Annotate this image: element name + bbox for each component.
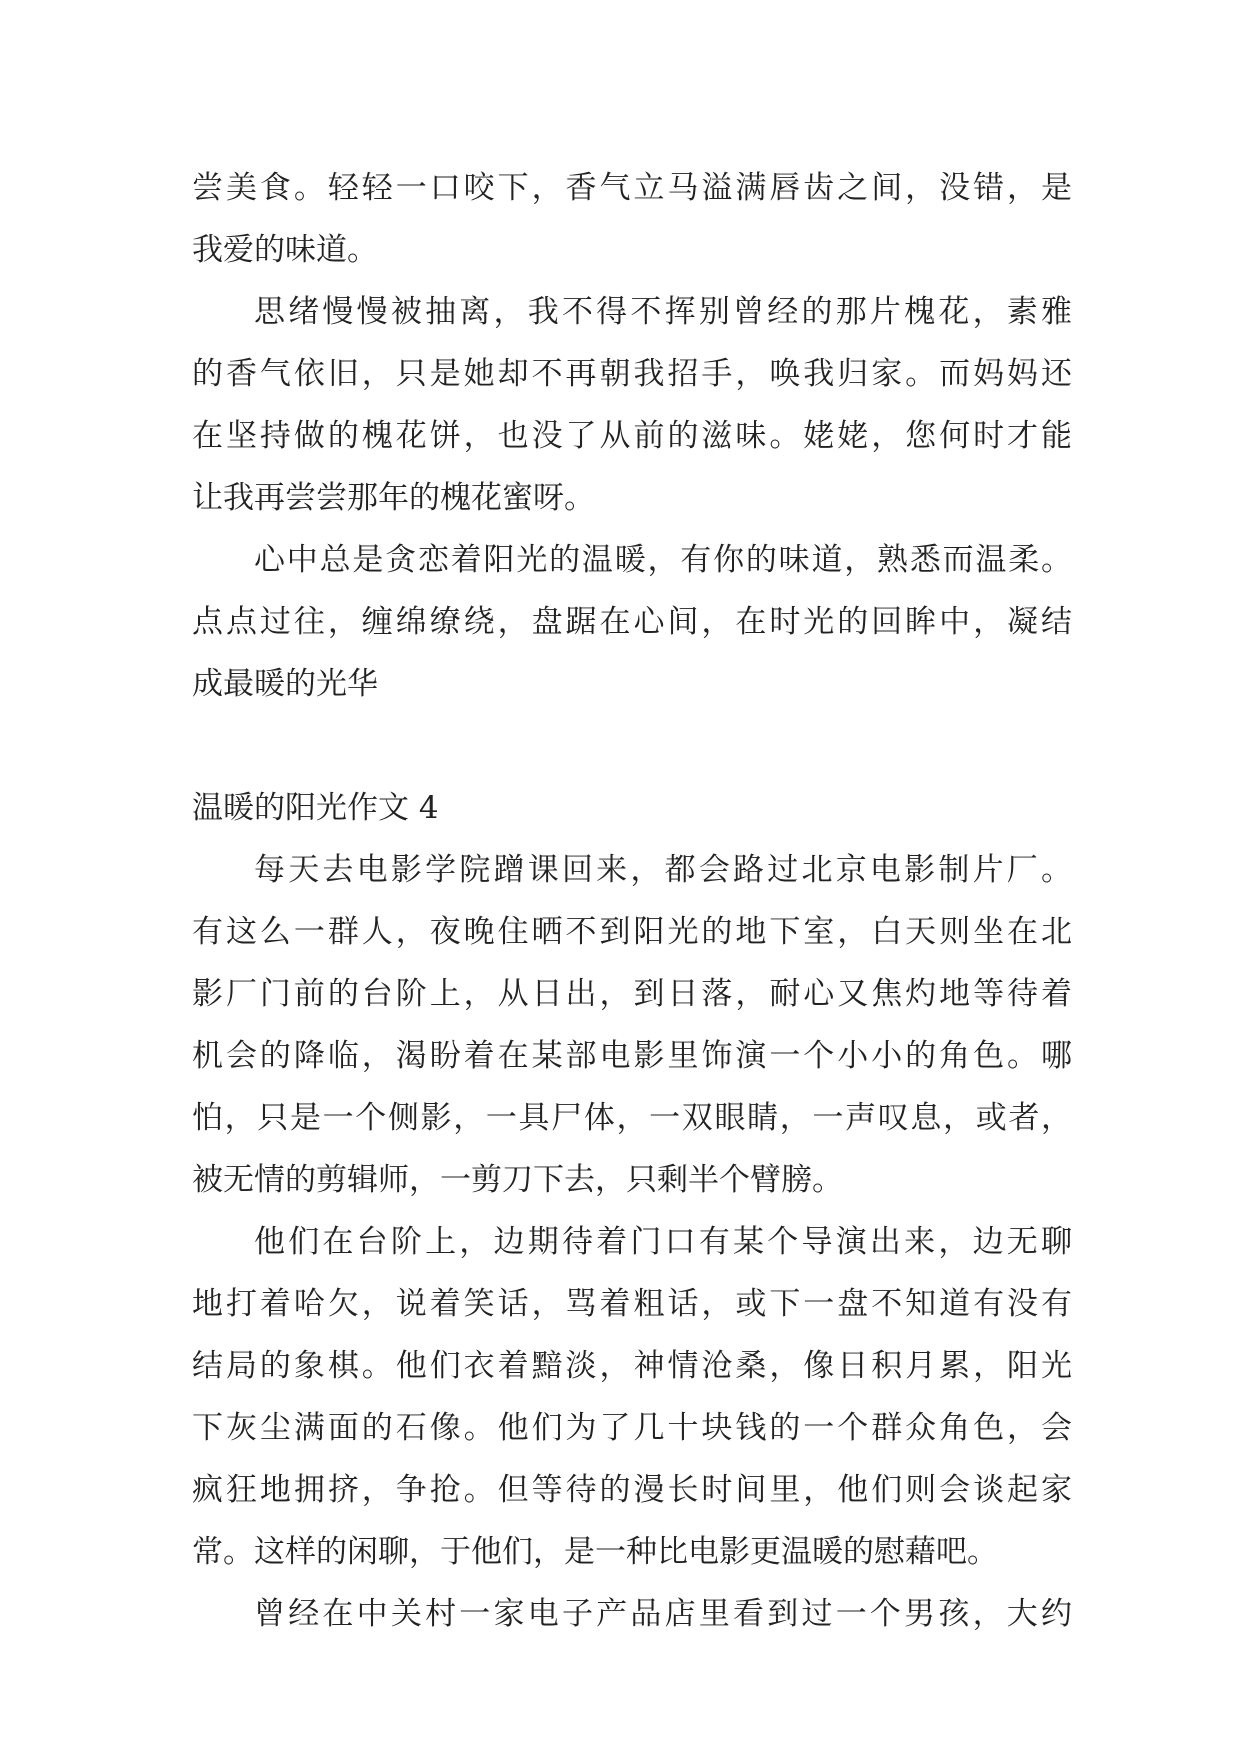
text-line: 我爱的味道。: [192, 232, 378, 268]
text-line: 每天去电影学院蹭课回来，都会路过北京电影制片厂。: [254, 852, 1072, 888]
text-line: 怕，只是一个侧影，一具尸体，一双眼睛，一声叹息，或者，: [192, 1100, 1072, 1136]
text-line: 下灰尘满面的石像。他们为了几十块钱的一个群众角色，会: [192, 1410, 1072, 1446]
document-body: [192, 157, 1072, 1645]
text-line: 尝美食。轻轻一口咬下，香气立马溢满唇齿之间，没错，是: [192, 170, 1072, 206]
paragraph: [192, 529, 1072, 715]
text-line: 疯狂地拥挤，争抢。但等待的漫长时间里，他们则会谈起家: [192, 1472, 1072, 1508]
text-line: 机会的降临，渴盼着在某部电影里饰演一个小小的角色。哪: [192, 1038, 1072, 1074]
text-line: 常。这样的闲聊，于他们，是一种比电影更温暖的慰藉吧。: [192, 1534, 998, 1570]
text-line: 有这么一群人，夜晚住晒不到阳光的地下室，白天则坐在北: [192, 914, 1072, 950]
section-gap: [192, 715, 1072, 777]
text-line: 点点过往，缠绵缭绕，盘踞在心间，在时光的回眸中，凝结: [192, 604, 1072, 640]
paragraph: [192, 839, 1072, 1211]
section-heading: 温暖的阳光作文 4: [192, 790, 439, 826]
text-line: 被无情的剪辑师，一剪刀下去，只剩半个臂膀。: [192, 1162, 843, 1198]
paragraph: [192, 281, 1072, 529]
paragraph: [192, 157, 1072, 281]
text-line: 思绪慢慢被抽离，我不得不挥别曾经的那片槐花，素雅: [254, 294, 1072, 330]
text-line: 地打着哈欠，说着笑话，骂着粗话，或下一盘不知道有没有: [192, 1286, 1072, 1322]
text-line: 结局的象棋。他们衣着黯淡，神情沧桑，像日积月累，阳光: [192, 1348, 1072, 1384]
text-line: 曾经在中关村一家电子产品店里看到过一个男孩，大约: [254, 1596, 1072, 1632]
paragraph: [192, 1583, 1072, 1645]
text-line: 让我再尝尝那年的槐花蜜呀。: [192, 480, 595, 516]
text-line: 成最暖的光华: [192, 666, 378, 702]
text-line: 在坚持做的槐花饼，也没了从前的滋味。姥姥，您何时才能: [192, 418, 1072, 454]
text-line: 心中总是贪恋着阳光的温暖，有你的味道，熟悉而温柔。: [254, 542, 1072, 578]
paragraph: [192, 1211, 1072, 1583]
text-line: 影厂门前的台阶上，从日出，到日落，耐心又焦灼地等待着: [192, 976, 1072, 1012]
text-line: 的香气依旧，只是她却不再朝我招手，唤我归家。而妈妈还: [192, 356, 1072, 392]
text-line: 他们在台阶上，边期待着门口有某个导演出来，边无聊: [254, 1224, 1072, 1260]
